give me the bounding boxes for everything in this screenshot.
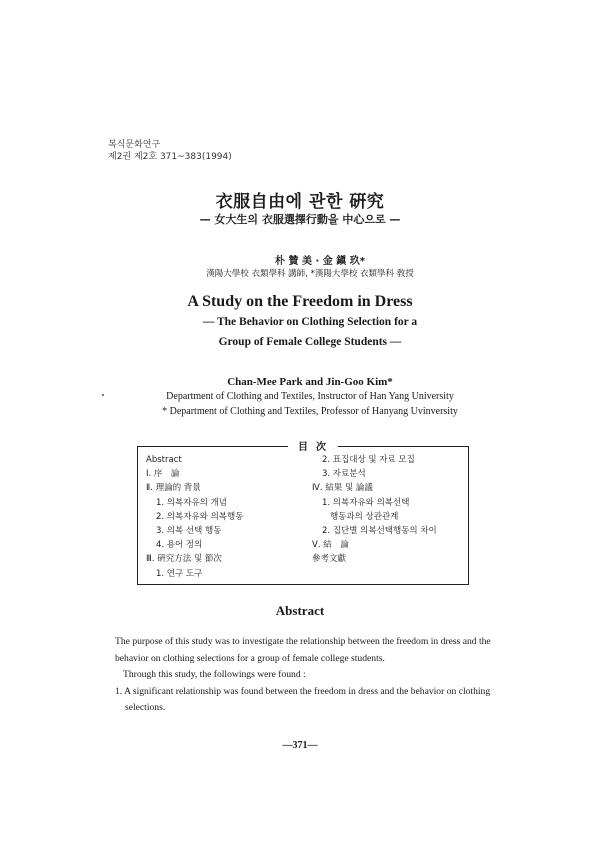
korean-subtitle: — 女大生의 衣服選擇行動을 中心으로 — xyxy=(199,213,401,226)
english-authors: Chan-Mee Park and Jin-Goo Kim* xyxy=(227,376,393,388)
english-affiliation-2: * Department of Clothing and Textiles, Professor of Hanyang Uvinversity xyxy=(162,406,458,417)
korean-authors: 朴 贊 美 · 金 鎭 玖* xyxy=(275,256,365,267)
english-title: A Study on the Freedom in Dress xyxy=(187,293,413,310)
journal-volume: 제2권 제2호 371~383(1994) xyxy=(108,152,232,162)
toc-item: 2. 표집대상 및 자료 모집 xyxy=(322,455,415,465)
table-of-contents xyxy=(137,442,469,585)
toc-item: Ⅴ. 結 論 xyxy=(312,540,349,551)
journal-name: 복식문화연구 xyxy=(108,140,161,150)
korean-affiliation: 漢陽大學校 衣類學科 講師, *漢陽大學校 衣類學科 敎授 xyxy=(206,269,414,279)
abstract-body xyxy=(115,634,505,717)
toc-right-column xyxy=(312,453,437,567)
toc-item: Abstract xyxy=(146,455,182,465)
abstract-finding: 1. A significant relationship was found between the freedom in dress and the behavior on clothing selections. xyxy=(115,685,491,713)
toc-item: 4. 용어 정의 xyxy=(156,540,203,551)
toc-item: Ⅰ. 序 論 xyxy=(146,469,180,480)
toc-item: 행동과의 상관관계 xyxy=(330,511,399,522)
english-subtitle-line2: Group of Female College Students — xyxy=(218,336,402,348)
journal-info xyxy=(108,139,232,163)
toc-item: Ⅳ. 結果 및 論議 xyxy=(312,483,373,494)
abstract-heading: Abstract xyxy=(275,603,325,618)
toc-item: 1. 의복자유와 의복선택 xyxy=(322,497,410,508)
toc-item: 3. 의복 선택 행동 xyxy=(156,526,222,537)
english-affiliation-1: Department of Clothing and Textiles, Instructor of Han Yang University xyxy=(166,391,454,402)
toc-heading: 目次 xyxy=(288,438,338,453)
toc-item: 3. 자료분석 xyxy=(322,469,366,480)
toc-item: Ⅱ. 理論的 背景 xyxy=(146,483,201,494)
abstract-paragraph: The purpose of this study was to investigate the relationship between the freedom in dress and the behavior on clothing selections for a group of female college students. xyxy=(115,636,491,664)
toc-item: 2. 집단별 의복선택행동의 차이 xyxy=(322,526,437,537)
page-number: —371— xyxy=(282,740,318,751)
toc-left-column xyxy=(146,453,243,581)
toc-item: Ⅲ. 硏究方法 및 節次 xyxy=(146,554,222,565)
toc-item: 1. 의복자유의 개념 xyxy=(156,497,227,508)
toc-item: 1. 연구 도구 xyxy=(156,568,203,579)
english-subtitle-line1: — The Behavior on Clothing Selection for a xyxy=(202,316,418,328)
korean-title: 衣服自由에 관한 硏究 xyxy=(215,192,385,212)
stray-mark xyxy=(102,394,104,396)
abstract-paragraph: Through this study, the followings were found : xyxy=(123,669,306,680)
toc-item: 2. 의복자유와 의복행동 xyxy=(156,511,244,522)
toc-item: 參考文獻 xyxy=(312,554,347,565)
